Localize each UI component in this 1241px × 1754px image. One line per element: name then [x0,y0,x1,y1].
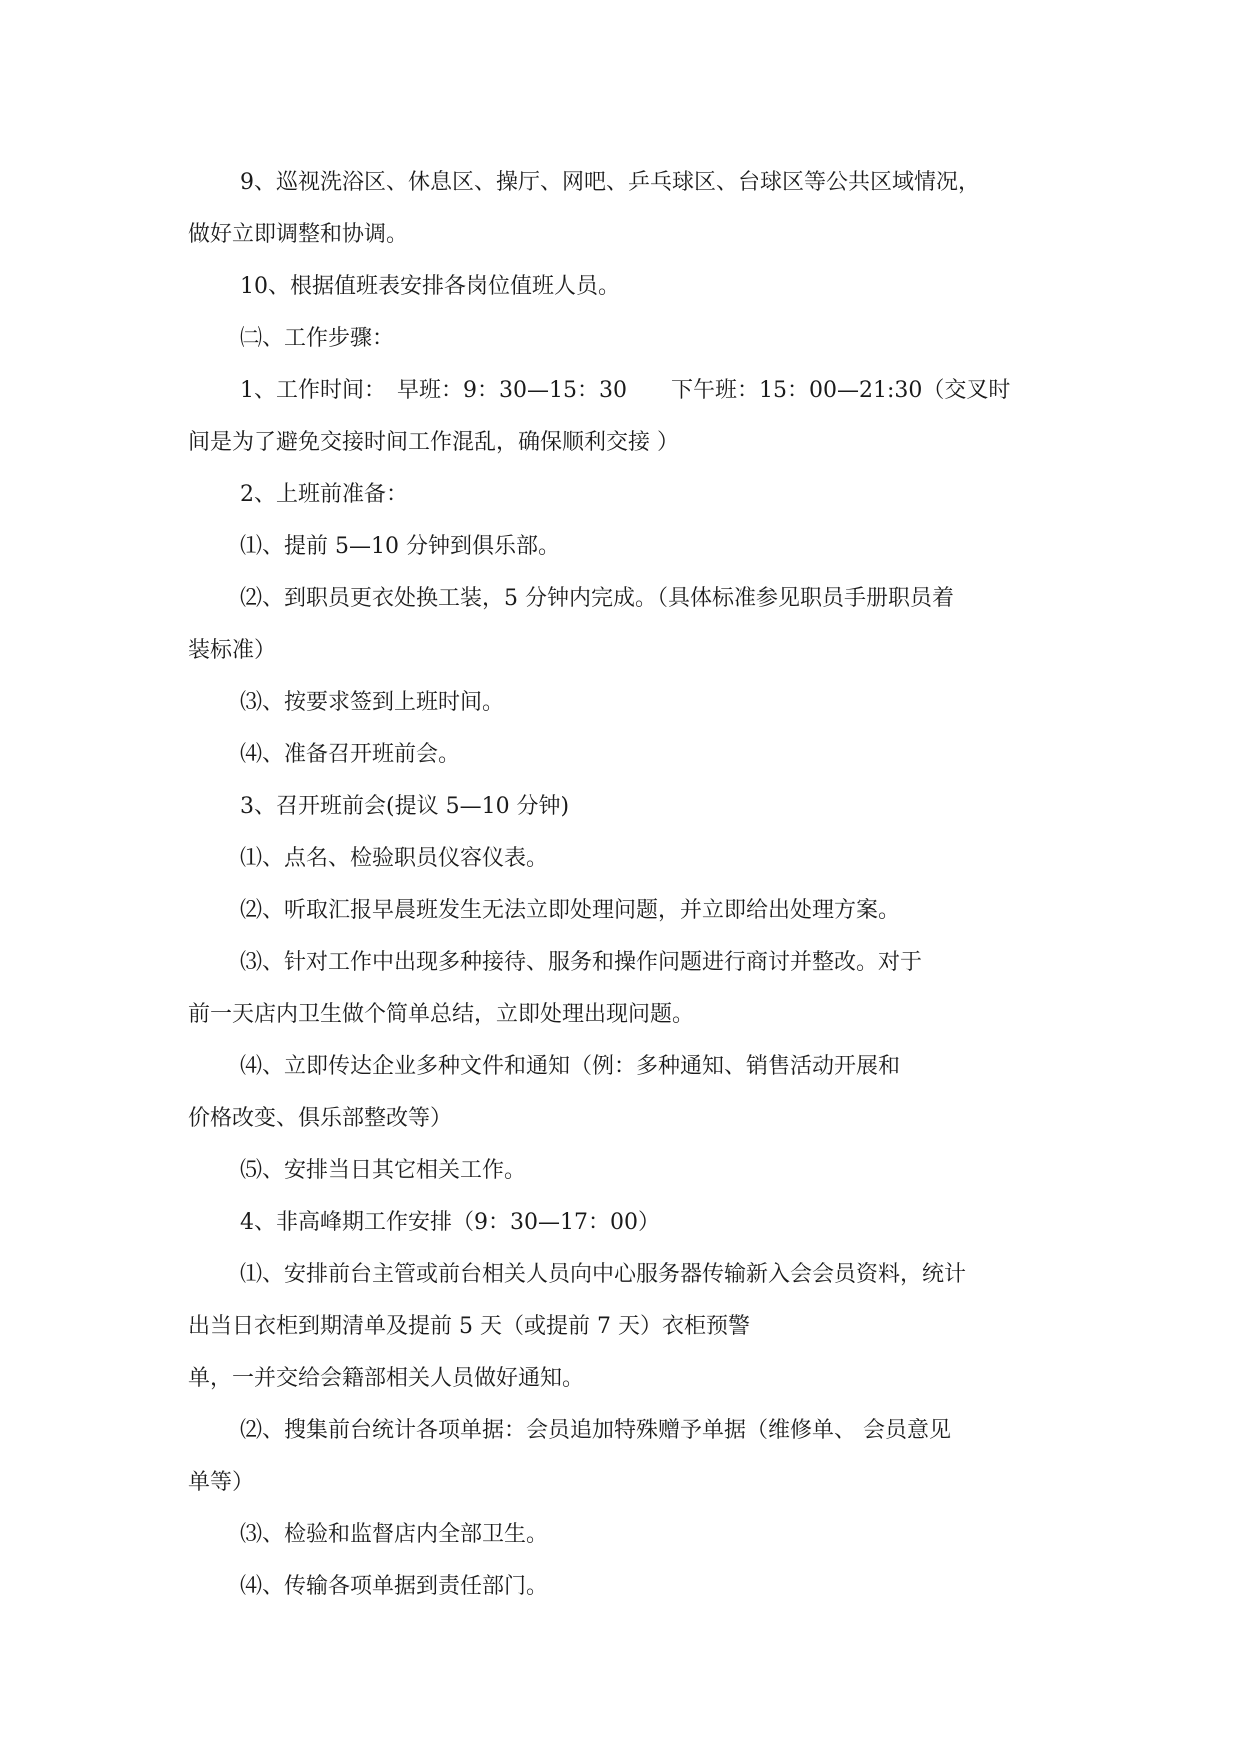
document-body [188,157,1058,1613]
text-line: 单，一并交给会籍部相关人员做好通知。 [188,1366,585,1391]
text-line: ⑴、安排前台主管或前台相关人员向中心服务器传输新入会会员资料，统计 [240,1262,967,1287]
text-line: ⑸、安排当日其它相关工作。 [240,1158,527,1183]
text-line: 间是为了避免交接时间工作混乱，确保顺利交接 ） [188,430,679,455]
text-line: ⑷、准备召开班前会。 [240,742,461,767]
text-line: 3、召开班前会(提议 5—10 分钟) [240,794,570,819]
text-line: ⑶、按要求签到上班时间。 [240,690,505,715]
text-line: ⑷、传输各项单据到责任部门。 [240,1574,549,1599]
text-line: 4、非高峰期工作安排（9：30—17：00） [240,1210,660,1235]
text-line: ⑶、针对工作中出现多种接待、服务和操作问题进行商讨并整改。对于 [240,950,923,975]
text-line: 前一天店内卫生做个简单总结，立即处理出现问题。 [188,1002,695,1027]
text-line: 1、工作时间： 早班：9：30—15：30 下午班：15：00—21:30（交叉时 [240,378,1011,403]
text-line: ⑵、搜集前台统计各项单据：会员追加特殊赠予单据（维修单、 会员意见 [240,1418,951,1443]
text-line: ⑷、立即传达企业多种文件和通知（例：多种通知、销售活动开展和 [240,1054,901,1079]
text-line: 价格改变、俱乐部整改等） [188,1106,453,1131]
text-line: ⑴、点名、检验职员仪容仪表。 [240,846,549,871]
text-line: 9、巡视洗浴区、休息区、操厅、网吧、乒乓球区、台球区等公共区域情况， [240,170,980,195]
text-line: ㈡、工作步骤： [240,326,395,351]
text-line: ⑶、检验和监督店内全部卫生。 [240,1522,549,1547]
text-line: ⑴、提前 5—10 分钟到俱乐部。 [240,534,560,559]
text-line: 单等） [188,1470,255,1495]
text-line: 出当日衣柜到期清单及提前 5 天（或提前 7 天）衣柜预警 [188,1314,750,1339]
text-line: ⑵、听取汇报早晨班发生无法立即处理问题，并立即给出处理方案。 [240,898,901,923]
text-line: 10、根据值班表安排各岗位值班人员。 [240,274,620,299]
text-line: 2、上班前准备： [240,482,408,507]
text-line: ⑵、到职员更衣处换工装，5 分钟内完成。（具体标准参见职员手册职员着 [240,586,954,611]
text-line: 装标准） [188,638,277,663]
text-line: 做好立即调整和协调。 [188,222,409,247]
